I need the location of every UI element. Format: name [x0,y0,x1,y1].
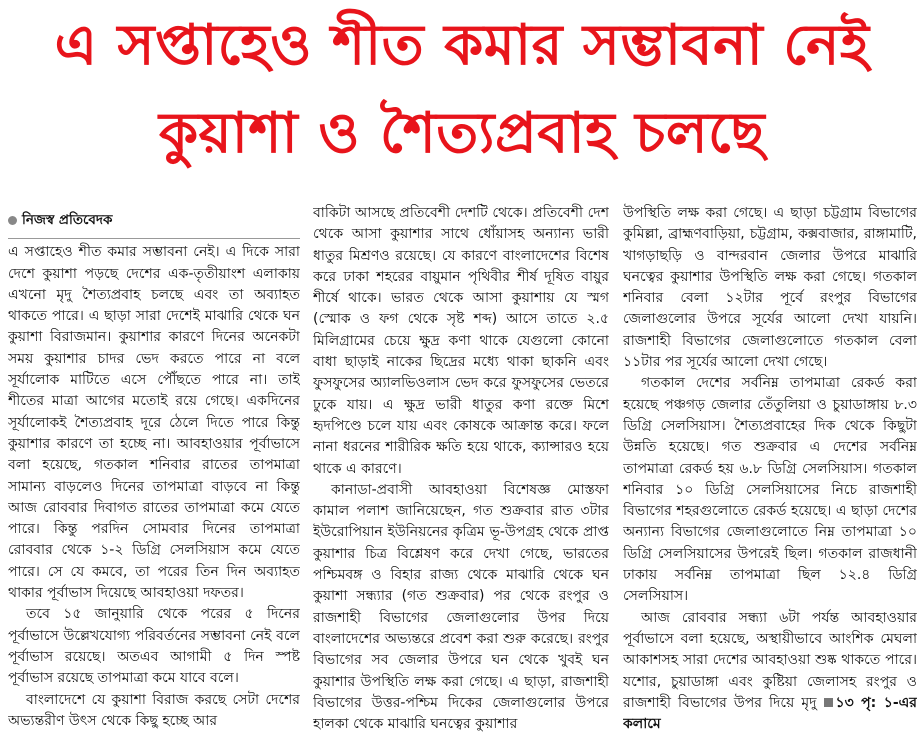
paragraph: কানাডা-প্রবাসী আবহাওয়া বিশেষজ্ঞ মোস্তফা কামাল পলাশ জানিয়েছেন, গত শুক্রবার রাত ৩টার ইউরোপিয়ান ইউনিয়নের কৃত্রিম ভূ-উপগ্রহ থেকে প্রাপ্ত কুয়াশার চিত্র বিশ্লেষণ করে দেখা গেছে, ভারতের পশ্চিমবঙ্গ ও বিহার রাজ্য থেকে মাঝারি থেকে ঘন কুয়াশা সন্ধ্যার (গত শুক্রবার) পর থেকে রংপুর ও রাজশাহী বিভাগের জেলাগুলোর উপর দিয়ে বাংলাদেশের অভ্যন্তরে প্রবেশ করা শুরু করেছে। রংপুর বিভাগের সব জেলার উপরে ঘন থেকে খুবই ঘন কুয়াশার উপস্থিতি লক্ষ করা গেছে। এ ছাড়া, রাজশাহী বিভাগের উত্তর-পশ্চিম দিকের জেলাগুলোর উপরে হালকা থেকে মাঝারি ঘনত্বের কুয়াশার [313,481,609,733]
bullet-icon [8,216,17,225]
article-column-3 [623,203,917,737]
headline [0,6,924,182]
paragraph: গতকাল দেশের সর্বনিম্ন তাপমাত্রা রেকর্ড করা হয়েছে পঞ্চগড় জেলার তেঁতুলিয়া ও চুয়াডাঙ্গায় ৮.৩ ডিগ্রি সেলসিয়াস। শৈত্যপ্রবাহের দিক থেকে কিছুটা উন্নতি হয়েছে। গত শুক্রবার এ দেশের সর্বনিম্ন তাপমাত্রা রেকর্ড হয় ৬.৮ ডিগ্রি সেলসিয়াস। গতকাল শনিবার ১০ ডিগ্রি সেলসিয়াসের নিচে রাজশাহী বিভাগের শহরগুলোতে রেকর্ড হয়েছে। এ ছাড়া দেশের অন্যান্য বিভাগের জেলাগুলোতে নিম্ন তাপমাত্রা ১০ ডিগ্রি সেলসিয়াসের উপরেই ছিল। গতকাল রাজধানী ঢাকায় সর্বনিম্ন তাপমাত্রা ছিল ১২.৪ ডিগ্রি সেলসিয়াস। [623,375,917,605]
paragraph: বাকিটা আসছে প্রতিবেশী দেশটি থেকে। প্রতিবেশী দেশ থেকে আসা কুয়াশার সাথে ধোঁয়াসহ অন্যান্য ভারী ধাতুর মিশ্রণও রয়েছে। যে কারণে বাংলাদেশের বিশেষ করে ঢাকা শহরের বায়ুমান পৃথিবীর শীর্ষ দূষিত বায়ুর শীর্ষে থাকে। ভারত থেকে আসা কুয়াশায় যে স্মগ (স্মোক ও ফগ থেকে সৃষ্ট শব্দ) আসে তাতে ২.৫ মিলিগ্রামের চেয়ে ক্ষুদ্র কণা থাকে যেগুলো কোনো বাধা ছাড়াই নাকের ছিদ্রের মধ্যে থাকা ছাকনি এবং ফুসফুসের অ্যালভিওলাস ভেদ করে ফুসফুসের ভেতরে ঢুকে যায়। এ ক্ষুদ্র ভারী ধাতুর কণা রক্তে মিশে হৃদপিণ্ডে চলে যায় এবং কোষকে আক্রান্ত করে। ফলে নানা ধরনের শারীরিক ক্ষতি হয়ে থাকে, ক্যান্সারও হয়ে থাকে এ কারণে। [313,205,609,477]
paragraph [623,608,917,736]
headline-line-1: এ সপ্তাহেও শীত কমার সম্ভাবনা নেই [54,13,870,78]
divider [8,238,300,239]
article-column-1 [8,205,300,739]
headline-line-2: কুয়াশা ও শৈত্যপ্রবাহ চলছে [158,101,766,166]
continuation-text: ১৩ পৃ: ১-এর কলামে [623,694,917,733]
paragraph-text: আজ রোববার সন্ধ্যা ৬টা পর্যন্ত আবহাওয়ার পূর্বাভাসে বলা হয়েছে, অস্থায়ীভাবে আংশিক মেঘলা আকাশসহ সারা দেশের আবহাওয়া শুষ্ক থাকতে পারে। যশোর, চুয়াডাঙ্গা এবং কুষ্টিয়া জেলাসহ রংপুর ও রাজশাহী বিভাগের উপর দিয়ে মৃদু [623,609,917,711]
byline [8,210,300,231]
paragraph: বাংলাদেশে যে কুয়াশা বিরাজ করছে সেটা দেশের অভ্যন্তরীণ উৎস থেকে কিছু হচ্ছে আর [8,691,300,729]
paragraph: তবে ১৫ জানুয়ারি থেকে পরের ৫ দিনের পূর্বাভাসে উল্লেখযোগ্য পরিবর্তনের সম্ভাবনা নেই বলে পূর্বাভাস রয়েছে। অতএব আগামী ৫ দিন স্পষ্ট পূর্বাভাস রয়েছে তাপমাত্রা কমে যাবে বলে। [8,606,300,687]
paragraph: উপস্থিতি লক্ষ করা গেছে। এ ছাড়া চট্টগ্রাম বিভাগের কুমিল্লা, ব্রাহ্মণবাড়িয়া, চট্টগ্রাম, কক্সবাজার, রাঙ্গামাটি, খাগড়াছড়ি ও বান্দরবান জেলার উপরে মাঝারি ঘনত্বের কুয়াশার উপস্থিতি লক্ষ করা গেছে। গতকাল শনিবার বেলা ১২টার পূর্বে রংপুর বিভাগের জেলাগুলোর উপরে সূর্যের আলো দেখা যায়নি। রাজশাহী বিভাগের জেলাগুলোতে গতকাল বেলা ১১টার পর সূর্যের আলো দেখা গেছে। [623,205,917,371]
byline-text: নিজস্ব প্রতিবেদক [22,212,113,228]
article-column-2 [313,203,609,737]
square-bullet-icon [824,698,833,707]
paragraph: এ সপ্তাহেও শীত কমার সম্ভাবনা নেই। এ দিকে সারা দেশে কুয়াশা পড়ছে দেশের এক-তৃতীয়াংশ এলাকায় এখনো মৃদু শৈত্যপ্রবাহ চলছে এবং তা অব্যাহত থাকতে পারে। এ ছাড়া সারা দেশেই মাঝারি থেকে ঘন কুয়াশা বিরাজমান। কুয়াশার কারণে দিনের অনেকটা সময় কুয়াশার চাদর ভেদ করতে পারে না বলে সূর্যালোক মাটিতে এসে পৌঁছতে পারে না। তাই শীতের মাত্রা আগের মতোই রয়ে গেছে। একদিনের সূর্যালোকই শৈত্যপ্রবাহ দূরে ঠেলে দিতে পারে কিন্তু কুয়াশার কারণে তা হচ্ছে না। আবহাওয়ার পূর্বাভাসে বলা হয়েছে, গতকাল শনিবার রাতের তাপমাত্রা সামান্য বাড়লেও দিনের তাপমাত্রা বাড়বে না কিন্তু আজ রোববার দিবাগত রাতের তাপমাত্রা কমে যেতে পারে। কিন্তু পরদিন সোমবার দিনের তাপমাত্রা রোববার থেকে ১-২ ডিগ্রি সেলসিয়াস কমে যেতে পারে। সে যে কমবে, তা পরের তিন দিন অব্যাহত থাকার পূর্বাভাস দিয়েছে আবহাওয়া দফতর। [8,244,300,602]
